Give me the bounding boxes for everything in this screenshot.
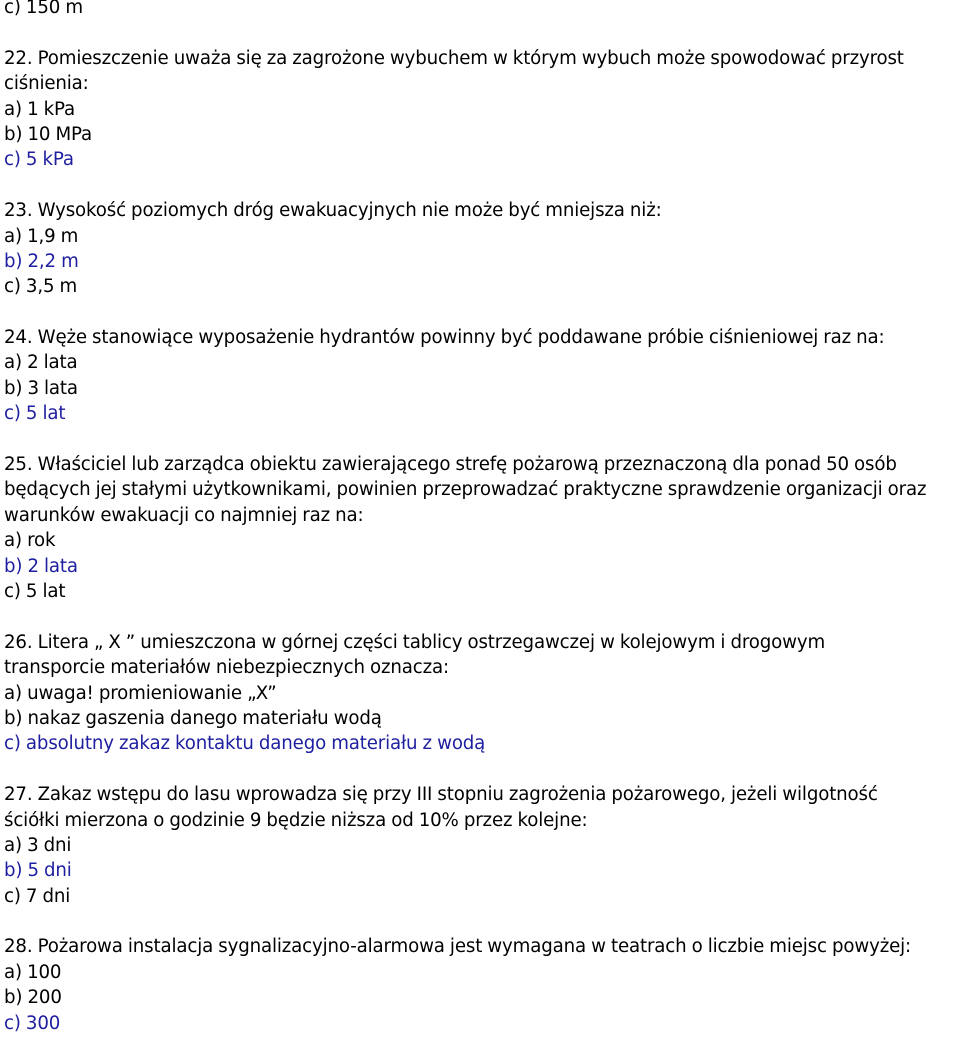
answer-option: c) 3,5 m <box>4 276 78 298</box>
answer-option: c) 5 lat <box>4 580 66 602</box>
question-block <box>4 198 956 300</box>
answer-option: b) 200 <box>4 987 62 1009</box>
previous-answer-fragment: c) 150 m <box>4 0 83 18</box>
answer-option: a) uwaga! promieniowanie „X” <box>4 682 277 704</box>
correct-answer-option: c) 300 <box>4 1012 61 1034</box>
document-page <box>4 0 956 1036</box>
answer-option: c) 7 dni <box>4 885 71 907</box>
answer-option: a) 2 lata <box>4 352 78 374</box>
correct-answer-option: b) 5 dni <box>4 860 72 882</box>
correct-answer-option: b) 2,2 m <box>4 250 79 272</box>
correct-answer-option: c) 5 lat <box>4 403 66 425</box>
question-spacer <box>4 20 956 45</box>
answer-option: a) 1 kPa <box>4 98 76 120</box>
question-text-line: 23. Wysokość poziomych dróg ewakuacyjnych nie może być mniejsza niż: <box>4 200 662 222</box>
answer-option: a) rok <box>4 530 56 552</box>
question-spacer <box>4 909 956 934</box>
question-text-line: 24. Węże stanowiące wyposażenie hydrantów powinny być poddawane próbie ciśnieniowej raz na: <box>4 327 885 349</box>
question-text-line: 25. Właściciel lub zarządca obiektu zawierającego strefę pożarową przeznaczoną dla ponad 50 osób <box>4 454 897 476</box>
question-text-line: transporcie materiałów niebezpiecznych oznacza: <box>4 657 449 679</box>
question-text-line: 26. Litera „ X ” umieszczona w górnej części tablicy ostrzegawczej w kolejowym i drogowym <box>4 631 826 653</box>
question-spacer <box>4 757 956 782</box>
answer-option: b) 3 lata <box>4 377 78 399</box>
question-list <box>4 20 956 1036</box>
answer-option: a) 3 dni <box>4 834 72 856</box>
question-block <box>4 782 956 909</box>
question-text-line: 22. Pomieszczenie uważa się za zagrożone wybuchem w którym wybuch może spowodować przyrost <box>4 47 904 69</box>
answer-option: b) 10 MPa <box>4 123 92 145</box>
question-block <box>4 934 956 1036</box>
question-spacer <box>4 300 956 325</box>
question-spacer <box>4 173 956 198</box>
question-text-line: będących jej stałymi użytkownikami, powinien przeprowadzać praktyczne sprawdzenie organizacji oraz <box>4 479 927 501</box>
question-text-line: ciśnienia: <box>4 73 89 95</box>
correct-answer-option: c) absolutny zakaz kontaktu danego materiału z wodą <box>4 733 486 755</box>
answer-option: a) 100 <box>4 961 62 983</box>
question-text-line: ściółki mierzona o godzinie 9 będzie niższa od 10% przez kolejne: <box>4 809 588 831</box>
question-text-line: 28. Pożarowa instalacja sygnalizacyjno-alarmowa jest wymagana w teatrach o liczbie miejsc powyżej: <box>4 936 912 958</box>
question-block <box>4 46 956 173</box>
question-spacer <box>4 604 956 629</box>
question-spacer <box>4 427 956 452</box>
question-block <box>4 630 956 757</box>
answer-option: b) nakaz gaszenia danego materiału wodą <box>4 707 382 729</box>
correct-answer-option: c) 5 kPa <box>4 149 74 171</box>
question-text-line: 27. Zakaz wstępu do lasu wprowadza się przy III stopniu zagrożenia pożarowego, jeżeli wilgotność <box>4 784 878 806</box>
question-block <box>4 325 956 427</box>
correct-answer-option: b) 2 lata <box>4 555 78 577</box>
question-text-line: warunków ewakuacji co najmniej raz na: <box>4 504 364 526</box>
answer-option: a) 1,9 m <box>4 225 79 247</box>
question-block <box>4 452 956 604</box>
